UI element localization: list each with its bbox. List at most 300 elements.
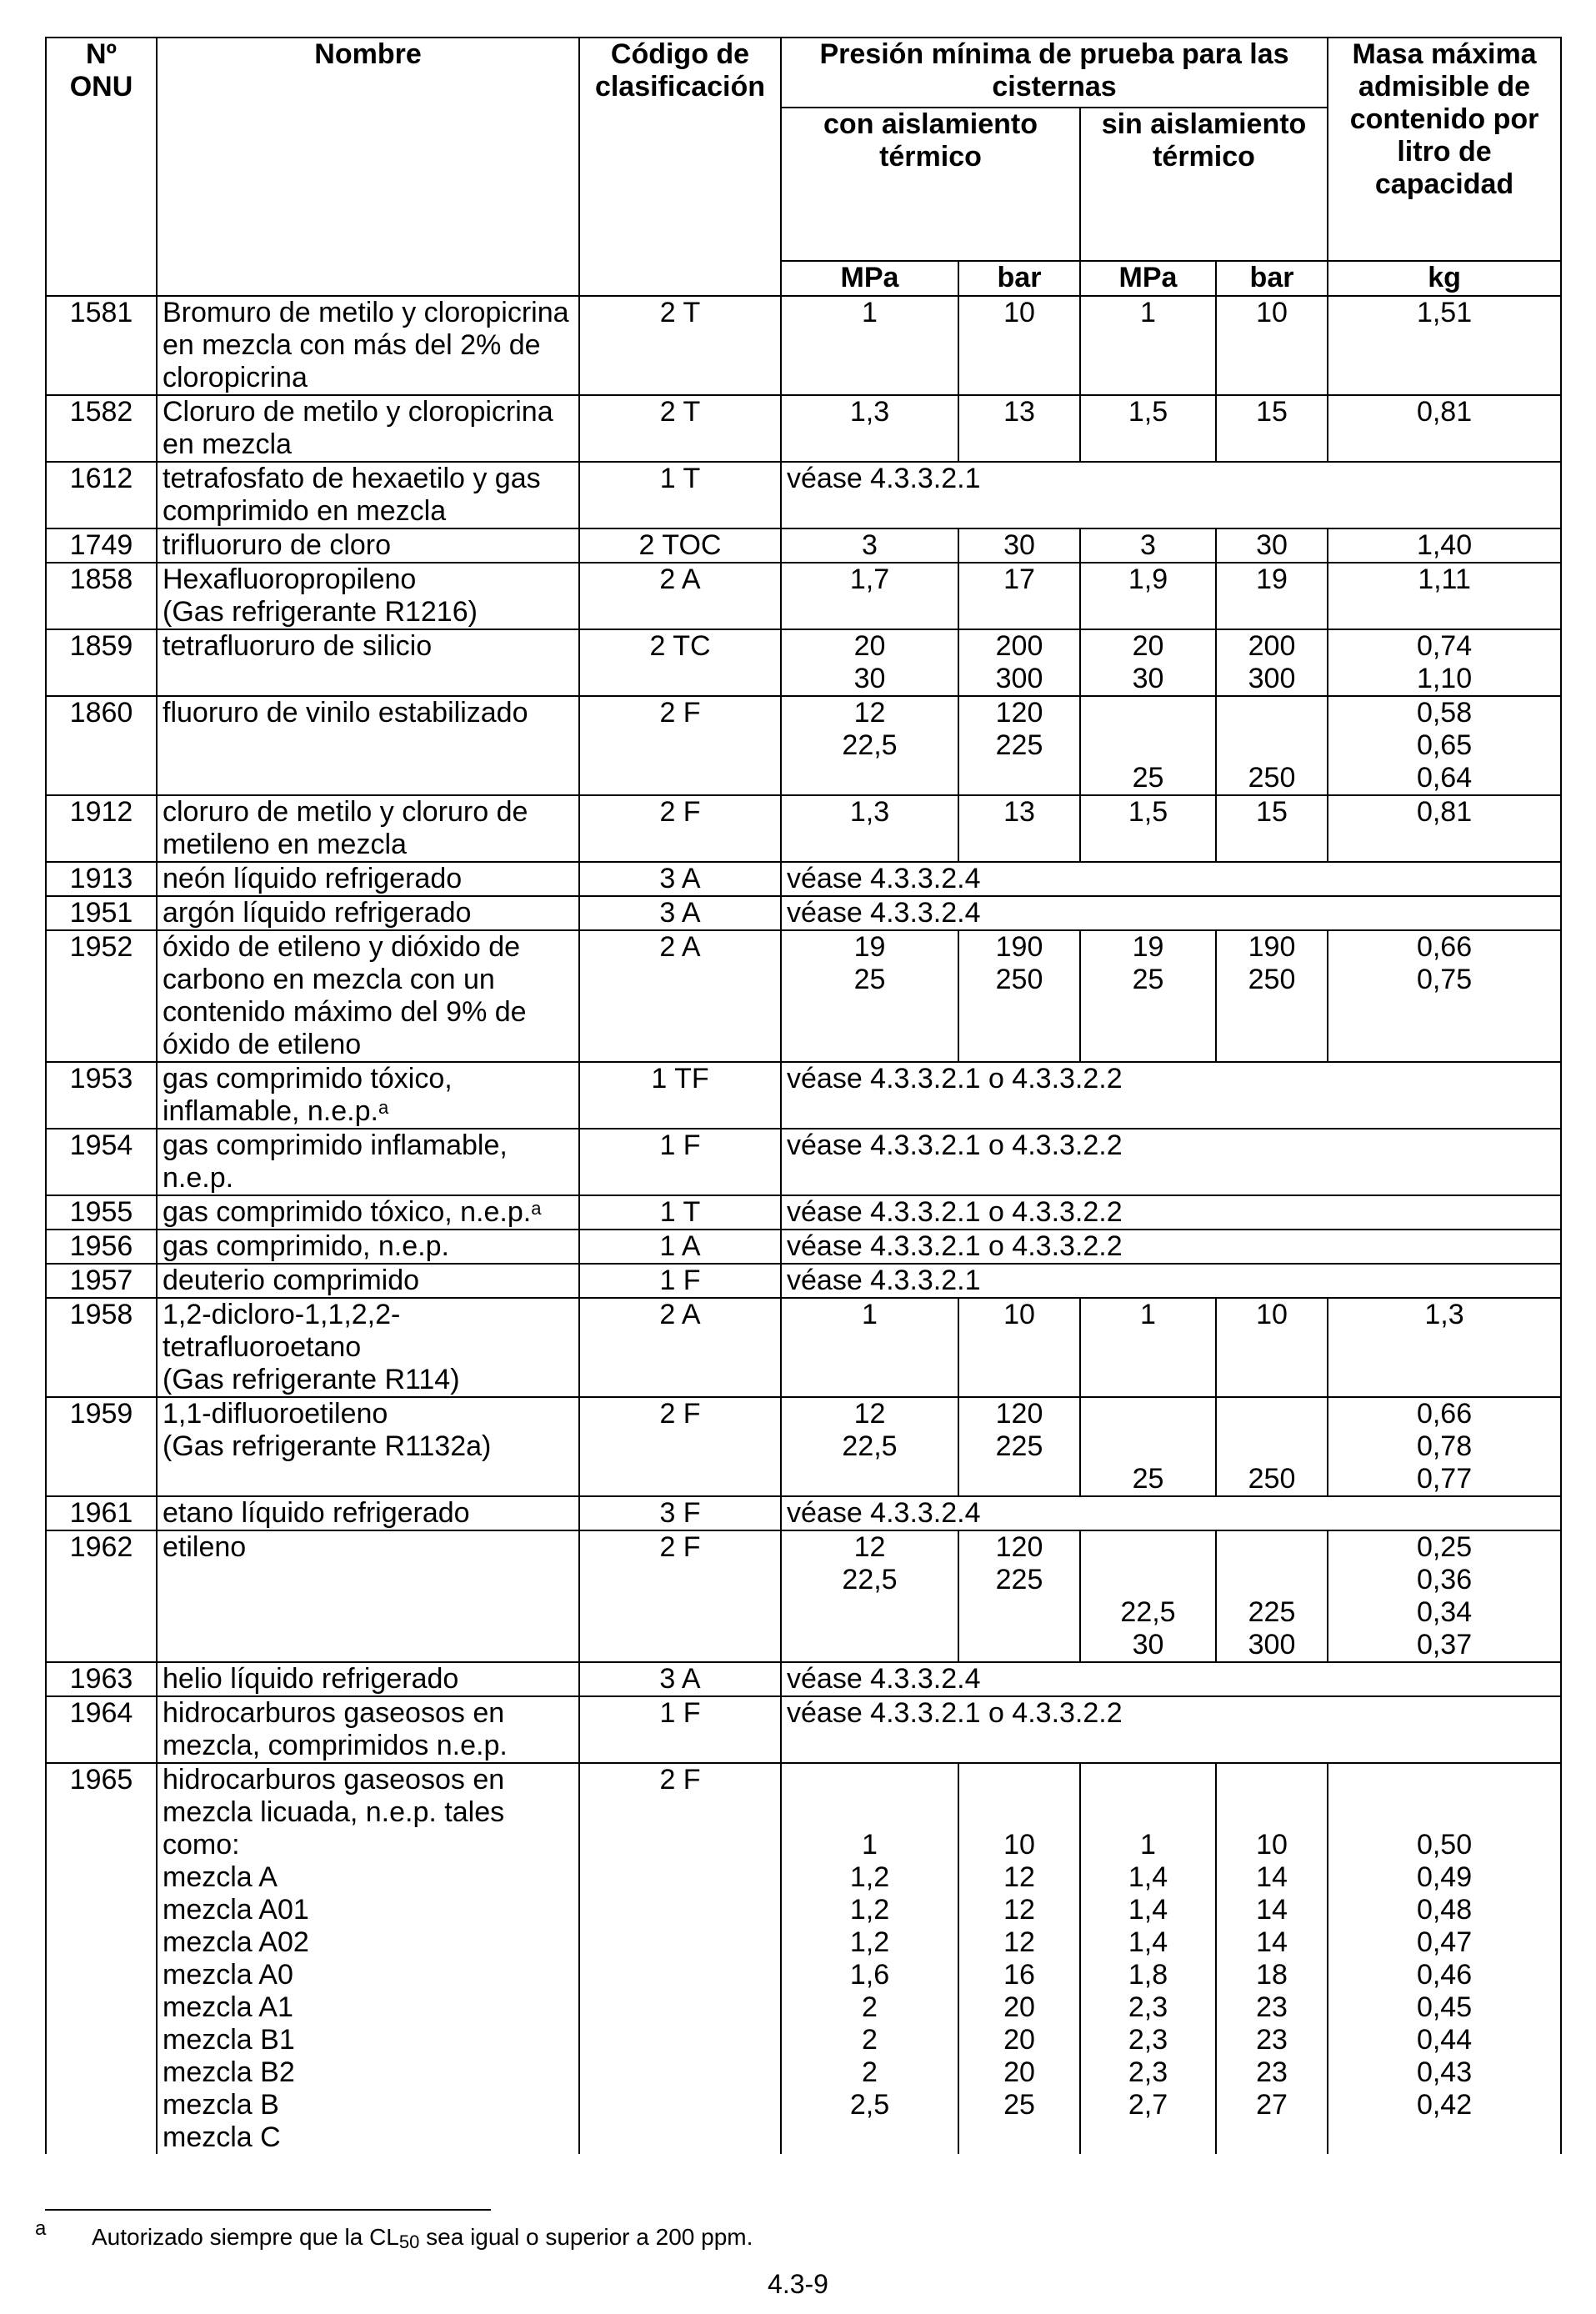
cell-bar-insulated-text: 200 300 (995, 630, 1043, 694)
cell-bar-insulated-text: 10 12 12 12 16 20 20 20 25 (1003, 1829, 1035, 2121)
cell-reference (781, 1696, 1561, 1763)
cell-un-number-text: 1961 (69, 1497, 133, 1529)
cell-classification-code-text: 2 T (659, 297, 701, 328)
cell-name (157, 462, 579, 528)
cell-mpa-uninsulated-text: 22,5 30 (1120, 1596, 1176, 1660)
cell-classification-code (579, 696, 781, 795)
footnote-rule (45, 2209, 491, 2211)
cell-reference (781, 862, 1561, 896)
cell-name (157, 1264, 579, 1298)
cell-reference-text: véase 4.3.3.2.4 (787, 863, 981, 894)
cell-classification-code-text: 1 A (659, 1230, 701, 1262)
cell-un-number (46, 1062, 157, 1129)
cell-mpa-uninsulated (1080, 930, 1216, 1062)
table-row (46, 1230, 1561, 1264)
cell-name-text: hidrocarburos gaseosos en mezcla, comprimidos n.e.p. (163, 1697, 508, 1761)
cell-reference (781, 1662, 1561, 1696)
unit-kg: kg (1328, 261, 1561, 296)
cell-mpa-insulated (781, 528, 958, 563)
cell-mpa-uninsulated-text: 1 1,4 1,4 1,4 1,8 2,3 2,3 2,3 2,7 (1128, 1829, 1168, 2121)
cell-max-mass (1328, 563, 1561, 629)
cell-un-number (46, 1298, 157, 1397)
cell-classification-code (579, 1195, 781, 1230)
footnote-subscript: 50 (398, 2231, 420, 2252)
cell-name (157, 1696, 579, 1763)
cell-mpa-insulated (781, 696, 958, 795)
cell-reference-text: véase 4.3.3.2.4 (787, 1663, 981, 1695)
cell-classification-code-text: 1 F (659, 1265, 701, 1296)
cell-mpa-uninsulated (1080, 296, 1216, 395)
cell-bar-uninsulated (1216, 629, 1328, 696)
cell-name-text: argón líquido refrigerado (163, 897, 472, 929)
page-number: 4.3-9 (768, 2269, 828, 2299)
cell-reference (781, 462, 1561, 528)
cell-name (157, 1129, 579, 1195)
cell-max-mass-text: 0,25 0,36 0,34 0,37 (1416, 1531, 1473, 1660)
cell-name (157, 629, 579, 696)
cell-name-text: gas comprimido inflamable, n.e.p. (163, 1129, 508, 1194)
cell-classification-code (579, 1397, 781, 1496)
cell-mpa-uninsulated (1080, 395, 1216, 462)
footnote-reference: a (531, 1198, 542, 1219)
cell-classification-code-text: 3 F (659, 1497, 701, 1529)
cell-un-number-text: 1953 (69, 1063, 133, 1094)
cell-bar-uninsulated-text: 30 (1256, 529, 1288, 561)
cell-un-number (46, 462, 157, 528)
cell-reference-text: véase 4.3.3.2.4 (787, 897, 981, 929)
cell-un-number (46, 296, 157, 395)
cell-un-number-text: 1951 (69, 897, 133, 929)
cell-max-mass-text: 0,66 0,78 0,77 (1416, 1398, 1473, 1495)
cell-bar-uninsulated-text: 250 (1248, 1463, 1296, 1495)
cell-bar-insulated-text: 120 225 (995, 1398, 1043, 1462)
cell-classification-code (579, 862, 781, 896)
cell-reference (781, 1062, 1561, 1129)
table-row (46, 1195, 1561, 1230)
cell-mpa-insulated (781, 1530, 958, 1662)
cell-un-number (46, 1530, 157, 1662)
cell-classification-code (579, 1062, 781, 1129)
cell-un-number-text: 1955 (69, 1196, 133, 1228)
cell-mpa-uninsulated-text: 19 25 (1132, 931, 1164, 995)
cell-un-number (46, 930, 157, 1062)
cell-bar-uninsulated (1216, 563, 1328, 629)
unit-mpa-insulated: MPa (781, 261, 958, 296)
cell-mpa-uninsulated (1080, 528, 1216, 563)
cell-reference-text: véase 4.3.3.2.1 o 4.3.3.2.2 (787, 1063, 1123, 1094)
cell-classification-code-text: 1 T (659, 463, 701, 494)
cell-un-number (46, 528, 157, 563)
cell-name-text: etileno (163, 1531, 247, 1563)
cell-name-text: gas comprimido, n.e.p. (163, 1230, 449, 1262)
cell-bar-insulated-text: 10 (1003, 297, 1035, 328)
cell-mpa-insulated (781, 930, 958, 1062)
cell-classification-code-text: 2 F (659, 697, 701, 729)
cell-un-number-text: 1965 (69, 1764, 133, 1796)
cell-un-number-text: 1952 (69, 931, 133, 963)
cell-un-number-text: 1957 (69, 1265, 133, 1296)
cell-name (157, 696, 579, 795)
cell-bar-insulated (958, 1397, 1080, 1496)
cell-bar-uninsulated-text: 190 250 (1248, 931, 1296, 995)
cell-bar-insulated-text: 190 250 (995, 931, 1043, 995)
cell-max-mass-text: 0,81 (1416, 796, 1473, 828)
cell-mpa-uninsulated (1080, 563, 1216, 629)
cell-reference (781, 896, 1561, 930)
cell-max-mass-text: 0,50 0,49 0,48 0,47 0,46 0,45 0,44 0,43 0,42 (1416, 1829, 1473, 2121)
cell-classification-code (579, 930, 781, 1062)
cell-classification-code-text: 2 TC (649, 630, 711, 662)
cell-un-number (46, 395, 157, 462)
cell-bar-uninsulated (1216, 1763, 1328, 2154)
cell-bar-uninsulated (1216, 795, 1328, 862)
header-max-mass: Masa máxima admisible de contenido por litro de capacidad (1328, 38, 1561, 261)
cell-bar-insulated (958, 696, 1080, 795)
cell-classification-code (579, 1230, 781, 1264)
table-row (46, 395, 1561, 462)
cell-bar-uninsulated (1216, 528, 1328, 563)
table-row (46, 629, 1561, 696)
cell-reference-text: véase 4.3.3.2.1 o 4.3.3.2.2 (787, 1697, 1123, 1729)
cell-classification-code (579, 1662, 781, 1696)
cell-un-number-text: 1860 (69, 697, 133, 729)
cell-bar-insulated (958, 629, 1080, 696)
cell-max-mass (1328, 1298, 1561, 1397)
cell-name (157, 930, 579, 1062)
cell-un-number-text: 1964 (69, 1697, 133, 1729)
cell-mpa-insulated-text: 12 22,5 (842, 1531, 898, 1595)
cell-bar-uninsulated-text: 250 (1248, 762, 1296, 794)
cell-classification-code (579, 1763, 781, 2154)
cell-classification-code-text: 2 A (659, 563, 701, 595)
footnote-text (92, 2224, 753, 2251)
cell-max-mass-text: 0,66 0,75 (1416, 931, 1473, 995)
cell-name (157, 1662, 579, 1696)
header-min-test-pressure: Presión mínima de prueba para las cisternas (781, 38, 1328, 108)
cell-bar-uninsulated (1216, 1298, 1328, 1397)
cell-mpa-insulated-text: 1 (862, 1299, 878, 1330)
cell-mpa-insulated (781, 1763, 958, 2154)
cell-un-number (46, 1230, 157, 1264)
cell-classification-code (579, 1696, 781, 1763)
cell-classification-code-text: 1 F (659, 1697, 701, 1729)
footnote-reference: a (378, 1097, 389, 1118)
cell-classification-code (579, 395, 781, 462)
unit-bar-uninsulated: bar (1216, 261, 1328, 296)
cell-bar-uninsulated (1216, 1530, 1328, 1662)
table-row (46, 795, 1561, 862)
cell-un-number (46, 862, 157, 896)
cell-bar-insulated-text: 10 (1003, 1299, 1035, 1330)
cell-name-text: deuterio comprimido (163, 1265, 420, 1296)
cell-mpa-insulated-text: 12 22,5 (842, 697, 898, 761)
cell-bar-uninsulated-text: 10 (1256, 1299, 1288, 1330)
table-row (46, 1530, 1561, 1662)
cell-name (157, 1496, 579, 1530)
cell-classification-code (579, 563, 781, 629)
cell-mpa-uninsulated (1080, 1298, 1216, 1397)
cell-name-text: trifluoruro de cloro (163, 529, 392, 561)
cell-name-text: óxido de etileno y dióxido de carbono en mezcla con un contenido máximo del 9% de óxido de etileno (163, 931, 527, 1060)
cell-mpa-uninsulated-text: 1,5 (1128, 796, 1168, 828)
cell-mpa-uninsulated-text: 1,5 (1128, 396, 1168, 428)
cell-reference (781, 1195, 1561, 1230)
cell-mpa-uninsulated (1080, 1397, 1216, 1496)
cell-bar-uninsulated (1216, 296, 1328, 395)
table-row (46, 1298, 1561, 1397)
cell-name (157, 1530, 579, 1662)
cell-bar-uninsulated-text: 15 (1256, 396, 1288, 428)
cell-reference (781, 1496, 1561, 1530)
unit-bar-insulated: bar (958, 261, 1080, 296)
cell-reference-text: véase 4.3.3.2.1 o 4.3.3.2.2 (787, 1129, 1123, 1161)
cell-max-mass (1328, 930, 1561, 1062)
cell-mpa-uninsulated-text: 3 (1140, 529, 1156, 561)
header-name: Nombre (157, 38, 579, 296)
table-row (46, 563, 1561, 629)
cell-name-text: etano líquido refrigerado (163, 1497, 470, 1529)
cell-bar-insulated (958, 1763, 1080, 2154)
cell-classification-code (579, 462, 781, 528)
cell-name-text: neón líquido refrigerado (163, 863, 463, 894)
table-row (46, 1496, 1561, 1530)
cell-name-text: fluoruro de vinilo estabilizado (163, 697, 528, 729)
cell-name-text: tetrafosfato de hexaetilo y gas comprimido en mezcla (163, 463, 541, 527)
cell-bar-insulated (958, 296, 1080, 395)
cell-max-mass-text: 1,40 (1416, 529, 1473, 561)
cell-name (157, 1062, 579, 1129)
cell-name-text: Cloruro de metilo y cloropicrina en mezcla (163, 396, 553, 460)
cell-classification-code-text: 2 F (659, 1531, 701, 1563)
cell-mpa-insulated (781, 795, 958, 862)
cell-mpa-insulated-text: 1,3 (849, 796, 890, 828)
cell-un-number-text: 1581 (69, 297, 133, 328)
cell-max-mass-text: 0,58 0,65 0,64 (1416, 697, 1473, 794)
cell-un-number (46, 1696, 157, 1763)
cell-name (157, 795, 579, 862)
cell-un-number (46, 563, 157, 629)
cell-classification-code (579, 1129, 781, 1195)
table-row (46, 462, 1561, 528)
cell-un-number (46, 1129, 157, 1195)
footnote-mark: a (35, 2217, 47, 2240)
cell-max-mass (1328, 629, 1561, 696)
cell-mpa-insulated-text: 12 22,5 (842, 1398, 898, 1462)
table-row (46, 1696, 1561, 1763)
cell-mpa-uninsulated-text: 25 (1132, 762, 1164, 794)
cell-classification-code-text: 2 A (659, 1299, 701, 1330)
cell-bar-uninsulated-text: 10 (1256, 297, 1288, 328)
cell-bar-uninsulated-text: 15 (1256, 796, 1288, 828)
cell-name (157, 862, 579, 896)
cell-bar-insulated-text: 13 (1003, 796, 1035, 828)
table-row (46, 1062, 1561, 1129)
cell-classification-code (579, 528, 781, 563)
cell-classification-code (579, 296, 781, 395)
cell-bar-insulated (958, 930, 1080, 1062)
cell-mpa-insulated-text: 19 25 (853, 931, 886, 995)
cell-un-number (46, 1496, 157, 1530)
cell-name (157, 296, 579, 395)
cell-bar-insulated (958, 563, 1080, 629)
cell-un-number-text: 1913 (69, 863, 133, 894)
cell-name-text: cloruro de metilo y cloruro de metileno en mezcla (163, 796, 528, 860)
cell-classification-code-text: 2 F (659, 1764, 701, 1796)
cell-name (157, 1195, 579, 1230)
cell-classification-code-text: 2 F (659, 796, 701, 828)
cell-mpa-uninsulated-text: 1 (1140, 297, 1156, 328)
cell-un-number (46, 896, 157, 930)
cell-reference-text: véase 4.3.3.2.1 (787, 463, 981, 494)
cell-classification-code-text: 2 A (659, 931, 701, 963)
cell-mpa-insulated-text: 1,7 (849, 563, 890, 595)
cell-un-number-text: 1958 (69, 1299, 133, 1330)
cell-classification-code (579, 795, 781, 862)
footnote-text-after: sea igual o superior a 200 ppm. (419, 2224, 753, 2250)
cell-max-mass (1328, 1763, 1561, 2154)
cell-classification-code-text: 2 TOC (638, 529, 722, 561)
cell-max-mass (1328, 528, 1561, 563)
cell-classification-code (579, 1264, 781, 1298)
cell-reference-text: véase 4.3.3.2.4 (787, 1497, 981, 1529)
cell-max-mass (1328, 1530, 1561, 1662)
cell-reference-text: véase 4.3.3.2.1 o 4.3.3.2.2 (787, 1230, 1123, 1262)
cell-un-number (46, 1264, 157, 1298)
table-row (46, 296, 1561, 395)
cell-classification-code-text: 2 T (659, 396, 701, 428)
cell-classification-code (579, 1496, 781, 1530)
unit-mpa-uninsulated: MPa (1080, 261, 1216, 296)
table-row (46, 1264, 1561, 1298)
cell-classification-code (579, 896, 781, 930)
cell-un-number (46, 795, 157, 862)
dangerous-goods-table (45, 37, 1562, 2154)
table-row (46, 896, 1561, 930)
header-classification-code: Código de clasificación (579, 38, 781, 296)
cell-classification-code-text: 3 A (659, 1663, 701, 1695)
cell-bar-insulated (958, 1530, 1080, 1662)
cell-classification-code-text: 1 TF (651, 1063, 709, 1094)
cell-classification-code-text: 3 A (659, 863, 701, 894)
cell-name-text: 1,2-dicloro-1,1,2,2- tetrafluoroetano (Gas refrigerante R114) (163, 1299, 460, 1395)
cell-un-number-text: 1959 (69, 1398, 133, 1430)
cell-classification-code (579, 629, 781, 696)
cell-bar-insulated (958, 395, 1080, 462)
cell-name-text: gas comprimido tóxico, n.e.p. (163, 1196, 532, 1228)
cell-mpa-insulated (781, 1298, 958, 1397)
cell-name-text: gas comprimido tóxico, inflamable, n.e.p. (163, 1063, 453, 1127)
cell-bar-uninsulated (1216, 1397, 1328, 1496)
cell-mpa-insulated (781, 629, 958, 696)
cell-max-mass-text: 1,3 (1424, 1299, 1464, 1330)
cell-bar-insulated (958, 795, 1080, 862)
cell-max-mass-text: 1,11 (1418, 563, 1471, 595)
cell-max-mass-text: 1,51 (1416, 297, 1473, 328)
table-row (46, 930, 1561, 1062)
cell-un-number-text: 1612 (69, 463, 133, 494)
cell-classification-code-text: 3 A (659, 897, 701, 929)
cell-un-number-text: 1912 (69, 796, 133, 828)
cell-un-number (46, 1195, 157, 1230)
cell-bar-uninsulated (1216, 930, 1328, 1062)
header-with-insulation: con aislamiento térmico (781, 108, 1080, 261)
cell-classification-code (579, 1530, 781, 1662)
cell-mpa-insulated-text: 20 30 (853, 630, 886, 694)
cell-reference (781, 1230, 1561, 1264)
cell-bar-insulated-text: 17 (1003, 563, 1035, 595)
cell-un-number-text: 1954 (69, 1129, 133, 1161)
table-row (46, 1662, 1561, 1696)
cell-mpa-insulated-text: 1,3 (849, 396, 890, 428)
cell-un-number-text: 1859 (69, 630, 133, 662)
cell-name-text: Hexafluoropropileno (Gas refrigerante R1216) (163, 563, 478, 628)
cell-bar-uninsulated (1216, 696, 1328, 795)
cell-bar-uninsulated-text: 10 14 14 14 18 23 23 23 27 (1256, 1829, 1288, 2121)
table-row (46, 696, 1561, 795)
cell-mpa-insulated (781, 296, 958, 395)
cell-max-mass (1328, 296, 1561, 395)
table-row (46, 1763, 1561, 2154)
cell-max-mass-text: 0,74 1,10 (1416, 630, 1473, 694)
table-row (46, 1129, 1561, 1195)
cell-max-mass (1328, 395, 1561, 462)
cell-name (157, 1298, 579, 1397)
cell-name (157, 896, 579, 930)
cell-mpa-uninsulated-text: 1 (1140, 1299, 1156, 1330)
cell-un-number-text: 1749 (69, 529, 133, 561)
table-row (46, 528, 1561, 563)
cell-un-number-text: 1582 (69, 396, 133, 428)
cell-mpa-insulated-text: 1 1,2 1,2 1,2 1,6 2 2 2 2,5 (849, 1829, 890, 2121)
cell-un-number (46, 1763, 157, 2154)
cell-mpa-insulated-text: 1 (862, 297, 878, 328)
cell-mpa-uninsulated-text: 1,9 (1128, 563, 1168, 595)
cell-un-number-text: 1962 (69, 1531, 133, 1563)
cell-mpa-uninsulated-text: 25 (1132, 1463, 1164, 1495)
cell-classification-code-text: 1 F (659, 1129, 701, 1161)
cell-name-text: Bromuro de metilo y cloropicrina en mezcla con más del 2% de cloropicrina (163, 297, 569, 393)
cell-classification-code-text: 1 T (659, 1196, 701, 1228)
cell-max-mass (1328, 696, 1561, 795)
cell-un-number-text: 1858 (69, 563, 133, 595)
cell-max-mass (1328, 795, 1561, 862)
cell-bar-insulated-text: 30 (1003, 529, 1035, 561)
cell-mpa-insulated (781, 1397, 958, 1496)
cell-bar-insulated-text: 120 225 (995, 1531, 1043, 1595)
cell-name (157, 1763, 579, 2154)
cell-name (157, 1397, 579, 1496)
cell-un-number (46, 629, 157, 696)
table-body (46, 296, 1561, 2154)
cell-bar-uninsulated (1216, 395, 1328, 462)
cell-mpa-uninsulated (1080, 696, 1216, 795)
table-row (46, 1397, 1561, 1496)
cell-bar-insulated (958, 528, 1080, 563)
header-without-insulation: sin aislamiento térmico (1080, 108, 1328, 261)
cell-classification-code (579, 1298, 781, 1397)
header-un-number: Nº ONU (46, 38, 157, 296)
cell-max-mass-text: 0,81 (1416, 396, 1473, 428)
cell-bar-uninsulated-text: 19 (1256, 563, 1288, 595)
cell-mpa-insulated (781, 563, 958, 629)
cell-name (157, 528, 579, 563)
cell-mpa-uninsulated (1080, 795, 1216, 862)
cell-un-number (46, 696, 157, 795)
cell-un-number (46, 1662, 157, 1696)
cell-classification-code-text: 2 F (659, 1398, 701, 1430)
cell-name-text: 1,1-difluoroetileno (Gas refrigerante R1132a) (163, 1398, 492, 1462)
cell-mpa-uninsulated-text: 20 30 (1132, 630, 1164, 694)
